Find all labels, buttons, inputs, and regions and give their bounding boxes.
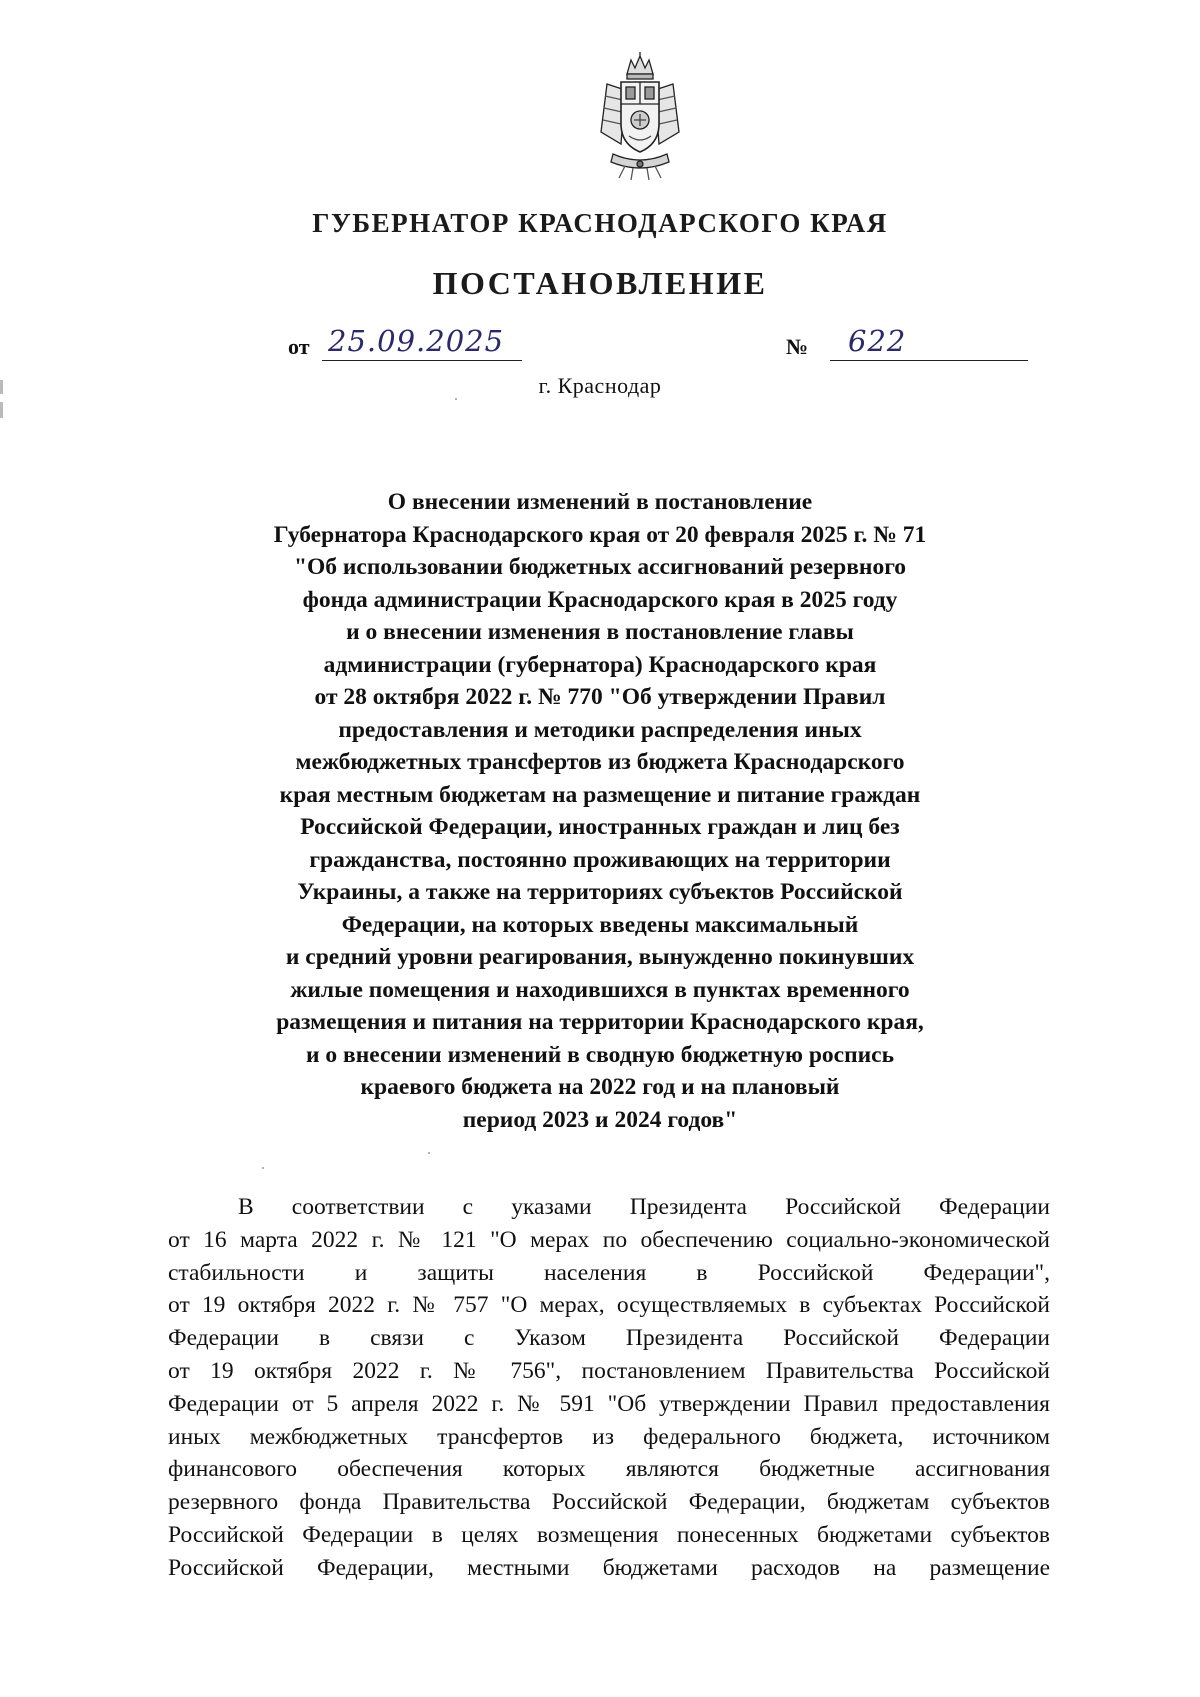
paragraph-line: Российской Федерации в целях возмещения понесенных бюджетами субъектов	[168, 1521, 1050, 1548]
paragraph-line: от 19 октября 2022 г. № 756", постановлением Правительства Российской	[168, 1357, 1050, 1384]
paragraph-line: от 16 марта 2022 г. № 121 "О мерах по обеспечению социально-экономической	[168, 1226, 1050, 1253]
city-name: г. Краснодар	[538, 373, 662, 398]
scan-speck	[455, 398, 457, 400]
subject-line: гражданства, постоянно проживающих на территории	[309, 846, 891, 873]
subject-line: Российской Федерации, иностранных граждан и лиц без	[300, 814, 900, 840]
subject-line: и о внесении изменений в сводную бюджетную роспись	[305, 1041, 895, 1068]
subject-line: жилые помещения и находившихся в пунктах временного	[290, 976, 910, 1003]
paragraph-line: В соответствии с указами Президента Российской Федерации	[238, 1194, 1050, 1220]
subject-line: размещения и питания на территории Краснодарского края,	[276, 1009, 924, 1035]
subject-line: от 28 октября 2022 г. № 770 "Об утверждении Правил	[314, 684, 886, 710]
paragraph-line: Федерации от 5 апреля 2022 г. № 591 "Об утверждении Правил предоставления	[168, 1390, 1050, 1417]
subject-line: Федерации, на которых введены максимальный	[341, 911, 859, 938]
date-label: от	[288, 334, 310, 359]
krasnodar-krai-coat-of-arms-icon	[585, 52, 695, 182]
paragraph-line: резервного фонда Правительства Российской Федерации, бюджетам субъектов	[168, 1489, 1050, 1516]
subject-line: администрации (губернатора) Краснодарского края	[323, 651, 877, 678]
subject-line: О внесении изменений в постановление	[387, 489, 813, 515]
document-type-title: ПОСТАНОВЛЕНИЕ	[432, 265, 768, 301]
subject-line: и средний уровни реагирования, вынужденно покинувших	[285, 944, 915, 970]
scan-edge-mark	[0, 402, 3, 418]
paragraph-line: финансового обеспечения которых являются бюджетные ассигнования	[168, 1456, 1050, 1483]
subject-line: краевого бюджета на 2022 год и на плановый	[360, 1074, 840, 1100]
document-subject	[150, 486, 1050, 1136]
handwritten-date: 25.09.2025	[328, 324, 505, 358]
subject-line: период 2023 и 2024 годов"	[462, 1106, 738, 1133]
paragraph-line: Федерации в связи с Указом Президента Российской Федерации	[168, 1325, 1050, 1352]
subject-line: межбюджетных трансфертов из бюджета Краснодарского	[295, 749, 905, 775]
paragraph-line: от 19 октября 2022 г. № 757 "О мерах, осуществляемых в субъектах Российской	[168, 1292, 1050, 1319]
date-underline	[322, 360, 522, 361]
number-underline	[830, 360, 1028, 361]
organization-title: ГУБЕРНАТОР КРАСНОДАРСКОГО КРАЯ	[312, 208, 888, 238]
subject-line: фонда администрации Краснодарского края в 2025 году	[302, 586, 898, 613]
subject-line: края местным бюджетам на размещение и питание граждан	[279, 781, 921, 808]
handwritten-number: 622	[848, 324, 907, 358]
paragraph-line: иных межбюджетных трансфертов из федерального бюджета, источником	[168, 1423, 1050, 1450]
scan-speck	[262, 1167, 264, 1169]
subject-line: Украины, а также на территориях субъектов Российской	[297, 879, 903, 905]
document-details-row	[288, 324, 1028, 370]
subject-line: Губернатора Краснодарского края от 20 февраля 2025 г. № 71	[273, 521, 927, 548]
number-label: №	[786, 334, 809, 359]
paragraph-line: стабильности и защиты населения в Российской Федерации",	[168, 1259, 1050, 1286]
preamble-paragraph	[168, 1191, 1050, 1585]
subject-line: и о внесении изменения в постановление главы	[346, 619, 854, 645]
subject-line: предоставления и методики распределения иных	[338, 716, 862, 743]
subject-line: "Об использовании бюджетных ассигнований резервного	[293, 554, 907, 580]
scan-speck	[428, 1152, 430, 1154]
paragraph-line: Российской Федерации, местными бюджетами расходов на размещение	[168, 1554, 1050, 1581]
